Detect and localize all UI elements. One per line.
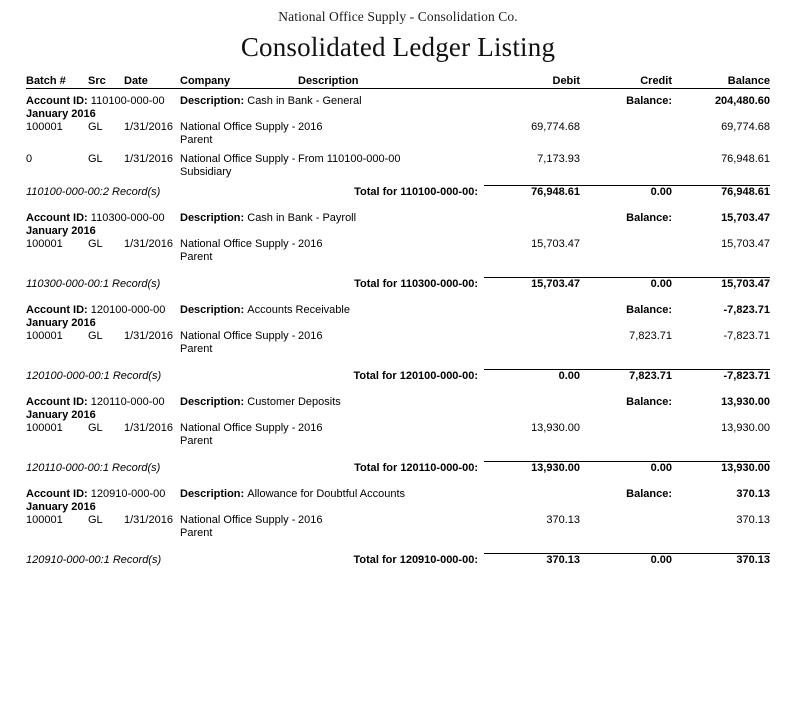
- cell-batch: 100001: [26, 514, 63, 526]
- ledger-table: [26, 75, 770, 567]
- account-description-label: Description:: [180, 396, 245, 408]
- total-credit: 0.00: [580, 554, 672, 568]
- spacer-cell: [26, 356, 770, 370]
- cell-batch: 0: [26, 153, 33, 165]
- cell-debit: 13,930.00: [531, 422, 580, 434]
- cell-src: GL: [88, 238, 103, 250]
- account-id-cell: [26, 304, 180, 317]
- cell-src: GL: [88, 153, 103, 165]
- column-header-date: Date: [124, 75, 180, 89]
- record-count: 120100-000-00:1 Record(s): [26, 369, 162, 382]
- totals-gap: [26, 264, 770, 278]
- total-balance: 13,930.00: [672, 462, 770, 476]
- total-credit: 0.00: [580, 278, 672, 292]
- account-total-row: [26, 554, 770, 568]
- total-credit: 0.00: [580, 186, 672, 200]
- account-description-value: Accounts Receivable: [247, 304, 350, 316]
- account-description-value: Customer Deposits: [247, 396, 341, 408]
- totals-gap: [26, 356, 770, 370]
- cell-balance: 13,930.00: [721, 422, 770, 434]
- account-description-cell: [180, 488, 484, 501]
- account-id-label: Account ID:: [26, 95, 88, 107]
- account-description-cell: [180, 95, 484, 108]
- account-header-debit-cell: [484, 396, 580, 409]
- account-id-cell: [26, 488, 180, 501]
- account-header-debit-cell: [484, 212, 580, 225]
- account-description-label: Description:: [180, 488, 245, 500]
- account-id-value: 120100-000-00: [90, 304, 166, 316]
- account-balance-label: Balance:: [626, 95, 672, 107]
- period-label: January 2016: [26, 501, 96, 513]
- account-total-row: [26, 186, 770, 200]
- cell-description: 2016: [298, 330, 323, 342]
- account-id-value: 120910-000-00: [90, 488, 166, 500]
- column-header-src: Src: [88, 75, 124, 89]
- account-description-cell: [180, 304, 484, 317]
- group-spacer: [26, 475, 770, 488]
- account-description-cell: [180, 212, 484, 225]
- total-debit: 13,930.00: [484, 462, 580, 476]
- spacer-cell: [26, 291, 770, 304]
- cell-date: 1/31/2016: [124, 514, 173, 526]
- account-total-row: [26, 462, 770, 476]
- cell-src: GL: [88, 330, 103, 342]
- account-id-label: Account ID:: [26, 396, 88, 408]
- column-header-balance: Balance: [672, 75, 770, 89]
- account-header-debit-cell: [484, 488, 580, 501]
- account-balance-label: Balance:: [626, 212, 672, 224]
- account-total-row: [26, 278, 770, 292]
- period-label: January 2016: [26, 317, 96, 329]
- account-total-row: [26, 370, 770, 384]
- cell-debit: 7,173.93: [537, 153, 580, 165]
- cell-batch: 100001: [26, 238, 63, 250]
- total-label: Total for 120110-000-00:: [354, 461, 478, 474]
- account-description-value: Allowance for Doubtful Accounts: [247, 488, 406, 500]
- group-spacer: [26, 383, 770, 396]
- page-title: Consolidated Ledger Listing: [240, 32, 556, 62]
- total-label: Total for 120100-000-00:: [353, 369, 478, 382]
- period-row: [26, 317, 770, 330]
- cell-debit: 370.13: [546, 514, 580, 526]
- column-header-credit: Credit: [580, 75, 672, 89]
- account-description-value: Cash in Bank - General: [247, 95, 362, 107]
- total-balance: -7,823.71: [672, 370, 770, 384]
- account-balance-value: -7,823.71: [723, 304, 770, 316]
- account-description-label: Description:: [180, 304, 245, 316]
- cell-src: GL: [88, 422, 103, 434]
- cell-balance: 69,774.68: [721, 121, 770, 133]
- account-id-cell: [26, 212, 180, 225]
- cell-description: From 110100-000-00: [298, 153, 401, 165]
- table-header-row: [26, 75, 770, 89]
- spacer-cell: [26, 448, 770, 462]
- cell-credit: 7,823.71: [629, 330, 672, 342]
- company-name: National Office Supply - Consolidation Co.: [278, 9, 518, 24]
- cell-date: 1/31/2016: [124, 153, 173, 165]
- cell-balance: 76,948.61: [721, 153, 770, 165]
- account-id-value: 120110-000-00: [90, 396, 165, 408]
- table-row: [26, 121, 770, 147]
- ledger-body: [26, 75, 770, 567]
- cell-debit: [484, 330, 580, 356]
- cell-credit: [580, 238, 672, 264]
- account-id-cell: [26, 95, 180, 108]
- cell-date: 1/31/2016: [124, 121, 173, 133]
- period-label: January 2016: [26, 409, 96, 421]
- cell-credit: [580, 153, 672, 179]
- cell-batch: 100001: [26, 422, 63, 434]
- column-header-debit: Debit: [484, 75, 580, 89]
- cell-debit: 15,703.47: [531, 238, 580, 250]
- table-row: [26, 238, 770, 264]
- spacer-cell: [26, 264, 770, 278]
- cell-balance: 370.13: [736, 514, 770, 526]
- period-row: [26, 225, 770, 238]
- account-balance-label: Balance:: [626, 396, 672, 408]
- cell-batch: 100001: [26, 121, 63, 133]
- period-row: [26, 108, 770, 121]
- cell-description: 2016: [298, 514, 323, 526]
- total-debit: 0.00: [484, 370, 580, 384]
- total-label: Total for 120910-000-00:: [353, 553, 478, 566]
- account-header-row: [26, 212, 770, 225]
- column-header-company: Company: [180, 75, 298, 89]
- total-debit: 15,703.47: [484, 278, 580, 292]
- account-balance-value: 13,930.00: [721, 396, 770, 408]
- cell-date: 1/31/2016: [124, 330, 173, 342]
- record-count: 120110-000-00:1 Record(s): [26, 461, 161, 474]
- group-spacer: [26, 291, 770, 304]
- cell-batch: 100001: [26, 330, 63, 342]
- account-header-row: [26, 488, 770, 501]
- group-spacer: [26, 199, 770, 212]
- cell-credit: [580, 422, 672, 448]
- cell-credit: [580, 514, 672, 540]
- totals-gap: [26, 540, 770, 554]
- cell-description: 2016: [298, 121, 323, 133]
- account-id-label: Account ID:: [26, 212, 88, 224]
- account-header-row: [26, 95, 770, 108]
- period-row: [26, 409, 770, 422]
- cell-company: National Office Supply - Parent: [180, 238, 296, 263]
- spacer-cell: [26, 540, 770, 554]
- account-id-value: 110100-000-00: [90, 95, 165, 107]
- cell-debit: 69,774.68: [531, 121, 580, 133]
- total-credit: 0.00: [580, 462, 672, 476]
- account-id-label: Account ID:: [26, 488, 88, 500]
- record-count: 110300-000-00:1 Record(s): [26, 277, 161, 290]
- account-balance-value: 204,480.60: [714, 95, 770, 107]
- period-label: January 2016: [26, 108, 96, 120]
- cell-balance: 15,703.47: [721, 238, 770, 250]
- total-debit: 370.13: [484, 554, 580, 568]
- account-balance-label: Balance:: [626, 488, 672, 500]
- account-balance-value: 15,703.47: [721, 212, 770, 224]
- total-balance: 370.13: [672, 554, 770, 568]
- period-row: [26, 501, 770, 514]
- column-header-description: Description: [298, 75, 484, 89]
- totals-gap: [26, 448, 770, 462]
- cell-description: 2016: [298, 422, 323, 434]
- spacer-cell: [26, 383, 770, 396]
- cell-date: 1/31/2016: [124, 422, 173, 434]
- table-row: [26, 514, 770, 540]
- total-credit: 7,823.71: [580, 370, 672, 384]
- cell-company: National Office Supply - Parent: [180, 330, 296, 355]
- cell-company: National Office Supply - Parent: [180, 514, 296, 539]
- account-header-row: [26, 304, 770, 317]
- account-id-value: 110300-000-00: [90, 212, 165, 224]
- cell-balance: -7,823.71: [723, 330, 770, 342]
- cell-src: GL: [88, 121, 103, 133]
- account-balance-label: Balance:: [626, 304, 672, 316]
- account-id-cell: [26, 396, 180, 409]
- cell-company: National Office Supply - Parent: [180, 121, 296, 146]
- account-header-debit-cell: [484, 304, 580, 317]
- table-row: [26, 153, 770, 179]
- cell-credit: [580, 121, 672, 147]
- table-row: [26, 330, 770, 356]
- total-balance: 76,948.61: [672, 186, 770, 200]
- column-header-batch: Batch #: [26, 75, 88, 89]
- record-count: 120910-000-00:1 Record(s): [26, 553, 162, 566]
- cell-description: 2016: [298, 238, 323, 250]
- spacer-cell: [26, 199, 770, 212]
- total-label: Total for 110100-000-00:: [354, 185, 478, 198]
- account-header-row: [26, 396, 770, 409]
- cell-company: National Office Supply - Subsidiary: [180, 153, 296, 178]
- account-description-cell: [180, 396, 484, 409]
- total-balance: 15,703.47: [672, 278, 770, 292]
- cell-date: 1/31/2016: [124, 238, 173, 250]
- account-description-value: Cash in Bank - Payroll: [247, 212, 357, 224]
- account-balance-value: 370.13: [736, 488, 770, 500]
- period-label: January 2016: [26, 225, 96, 237]
- cell-src: GL: [88, 514, 103, 526]
- record-count: 110100-000-00:2 Record(s): [26, 185, 161, 198]
- account-description-label: Description:: [180, 95, 245, 107]
- total-debit: 76,948.61: [484, 186, 580, 200]
- account-header-debit-cell: [484, 95, 580, 108]
- account-id-label: Account ID:: [26, 304, 88, 316]
- table-row: [26, 422, 770, 448]
- spacer-cell: [26, 475, 770, 488]
- account-description-label: Description:: [180, 212, 245, 224]
- cell-company: National Office Supply - Parent: [180, 422, 296, 447]
- total-label: Total for 110300-000-00:: [354, 277, 478, 290]
